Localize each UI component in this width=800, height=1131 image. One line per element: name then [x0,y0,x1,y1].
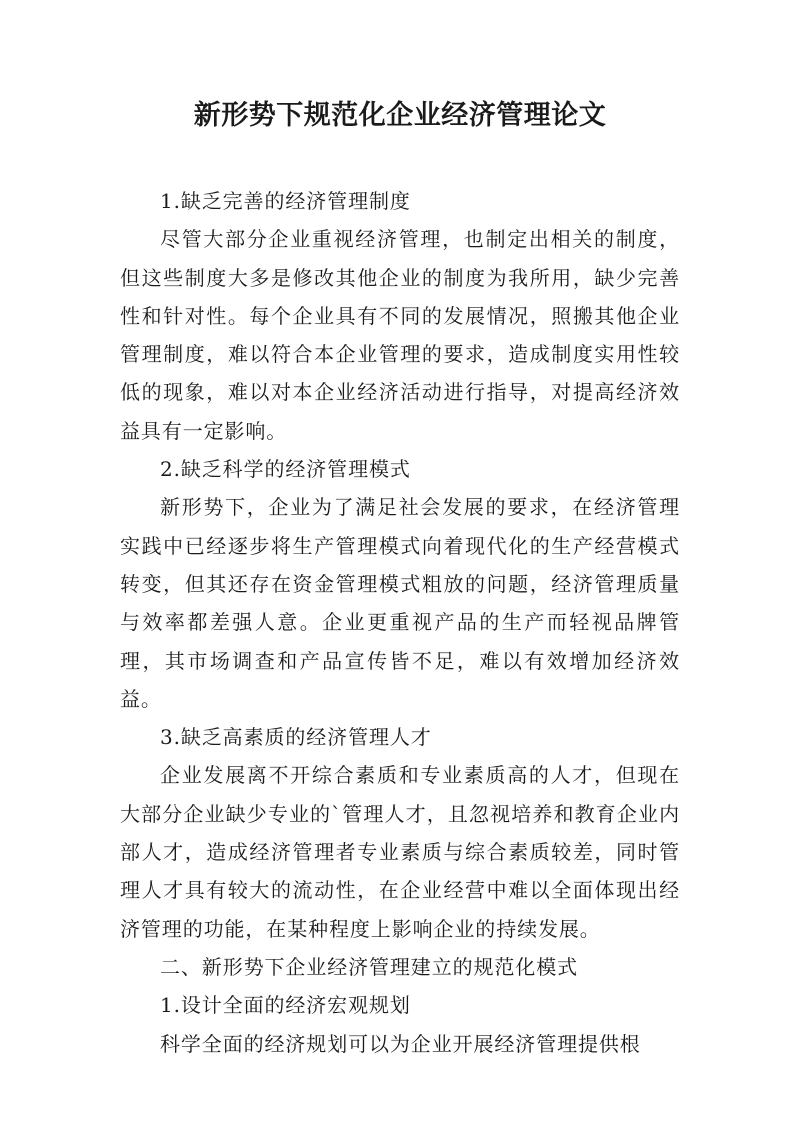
document-body [120,182,680,1063]
section-heading-3: 3.缺乏高素质的经济管理人才 [160,725,432,750]
paragraph-1: 尽管大部分企业重视经济管理，也制定出相关的制度，但这些制度大多是修改其他企业的制度为我所用，缺少完善性和针对性。每个企业具有不同的发展情况，照搬其他企业管理制度，难以符合本企业管理的要求，造成制度实用性较低的现象，难以对本企业经济活动进行指导，对提高经济效益具有一定影响。 [120,227,680,443]
paragraph-2: 新形势下，企业为了满足社会发展的要求，在经济管理实践中已经逐步将生产管理模式向着现代化的生产经营模式转变，但其还存在资金管理模式粗放的问题，经济管理质量与效率都差强人意。企业更重视产品的生产而轻视品牌管理，其市场调查和产品宣传皆不足，难以有效增加经济效益。 [120,495,680,711]
chapter-heading-2: 二、新形势下企业经济管理建立的规范化模式 [160,954,578,979]
section-heading-2: 2.缺乏科学的经济管理模式 [160,457,411,482]
section-heading-2-1: 1.设计全面的经济宏观规划 [160,993,411,1018]
paragraph-4: 科学全面的经济规划可以为企业开展经济管理提供根 [160,1031,641,1056]
document-title: 新形势下规范化企业经济管理论文 [193,100,607,131]
paragraph-3: 企业发展离不开综合素质和专业素质高的人才，但现在大部分企业缺少专业的`管理人才，且忽视培养和教育企业内部人才，造成经济管理者专业素质与综合素质较差，同时管理人才具有较大的流动性，在企业经营中难以全面体现出经济管理的功能，在某种程度上影响企业的持续发展。 [120,763,680,941]
section-heading-1: 1.缺乏完善的经济管理制度 [160,189,411,213]
